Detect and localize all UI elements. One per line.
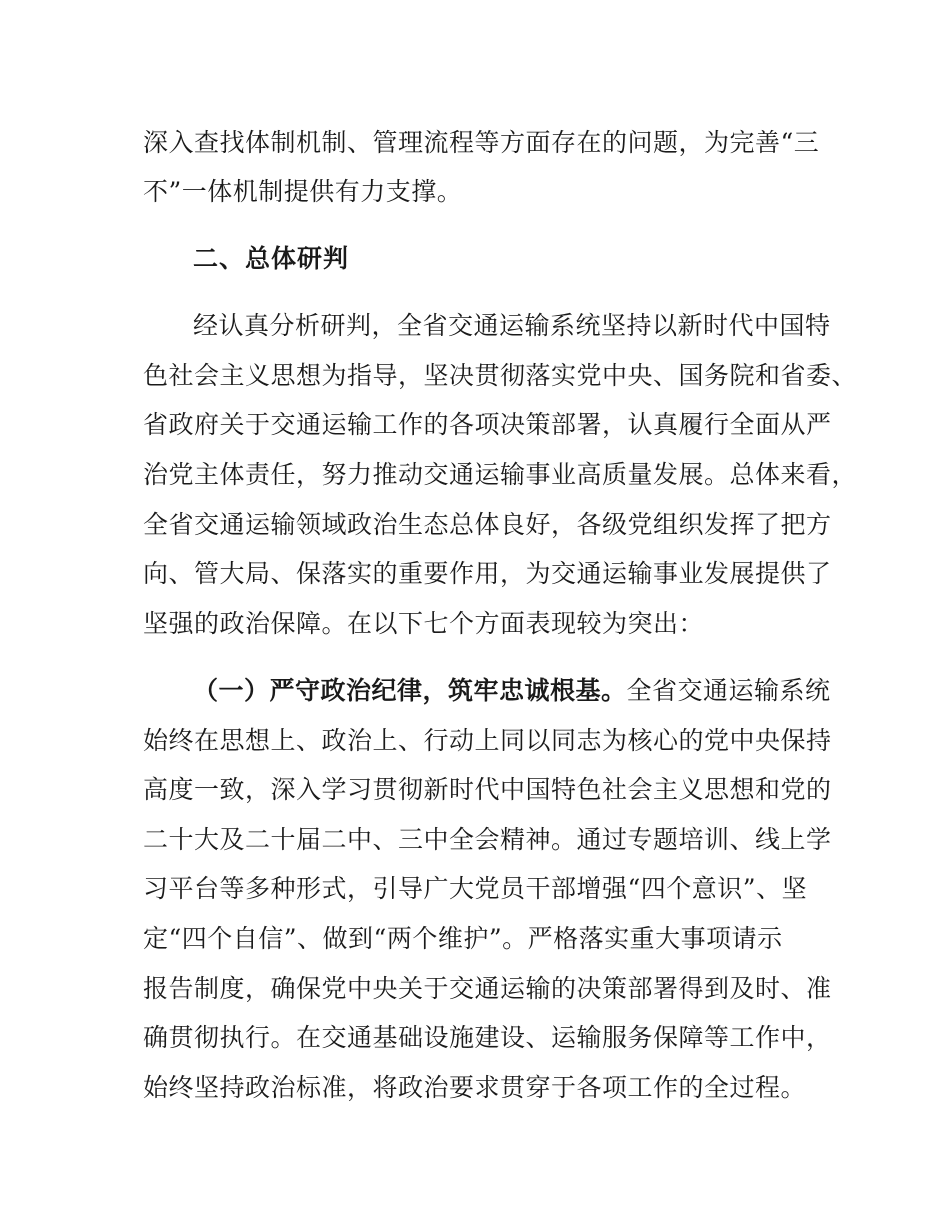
subsection-title: （一）严守政治纪律，筑牢忠诚根基。 bbox=[193, 676, 627, 705]
section-heading: 二、总体研判 bbox=[193, 244, 350, 273]
paragraph-line: 治党主体责任，努力推动交通运输事业高质量发展。总体来看， bbox=[143, 460, 858, 489]
paragraph-line: 报告制度，确保党中央关于交通运输的决策部署得到及时、准 bbox=[143, 974, 832, 1003]
paragraph-text: 全省交通运输系统 bbox=[626, 676, 831, 705]
paragraph-line: 始终在思想上、政治上、行动上同以同志为核心的党中央保持 bbox=[143, 726, 832, 755]
paragraph-line: 向、管大局、保落实的重要作用，为交通运输事业发展提供了 bbox=[143, 559, 832, 588]
paragraph-line: 深入查找体制机制、管理流程等方面存在的问题，为完善“三 bbox=[143, 128, 820, 157]
paragraph-line bbox=[193, 674, 831, 708]
paragraph-line: 坚强的政治保障。在以下七个方面表现较为突出： bbox=[143, 609, 705, 638]
paragraph-line: 省政府关于交通运输工作的各项决策部署，认真履行全面从严 bbox=[143, 410, 832, 439]
paragraph-line: 始终坚持政治标准，将政治要求贯穿于各项工作的全过程。 bbox=[143, 1073, 807, 1102]
paragraph-line: 二十大及二十届二中、三中全会精神。通过专题培训、线上学 bbox=[143, 825, 832, 854]
paragraph-line: 定“四个自信”、做到“两个维护”。严格落实重大事项请示 bbox=[143, 924, 783, 953]
paragraph-line: 经认真分析研判，全省交通运输系统坚持以新时代中国特 bbox=[193, 311, 831, 340]
paragraph-line: 高度一致，深入学习贯彻新时代中国特色社会主义思想和党的 bbox=[143, 775, 832, 804]
paragraph-line: 全省交通运输领域政治生态总体良好，各级党组织发挥了把方 bbox=[143, 510, 832, 539]
paragraph-line: 确贯彻执行。在交通基础设施建设、运输服务保障等工作中， bbox=[143, 1023, 832, 1052]
paragraph-line: 色社会主义思想为指导，坚决贯彻落实党中央、国务院和省委、 bbox=[143, 361, 858, 390]
paragraph-line: 习平台等多种形式，引导广大党员干部增强“四个意识”、坚 bbox=[143, 874, 808, 903]
paragraph-line: 不”一体机制提供有力支撑。 bbox=[143, 177, 463, 206]
